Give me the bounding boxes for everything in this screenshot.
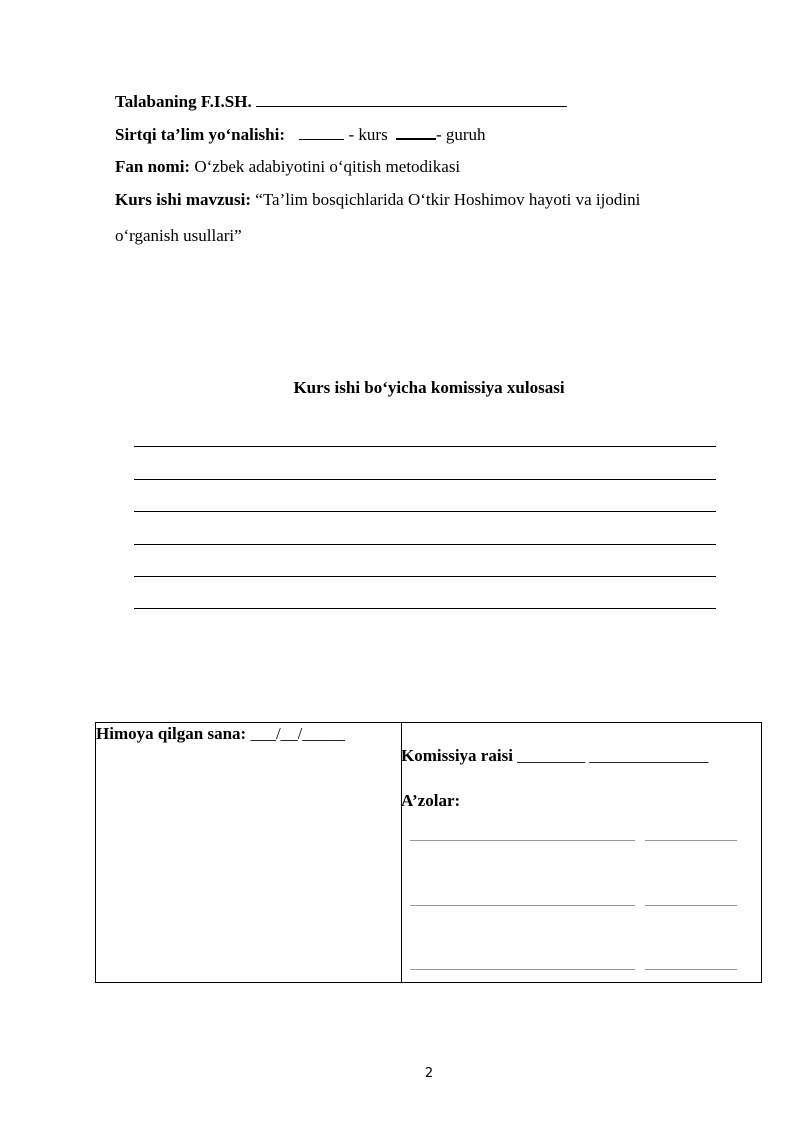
defense-date-label: Himoya qilgan sana: — [96, 724, 247, 743]
conclusion-line[interactable] — [134, 446, 716, 447]
member-name-line[interactable] — [410, 840, 635, 841]
subject-value: O‘zbek adabiyotini o‘qitish metodikasi — [194, 157, 461, 176]
group-blank[interactable] — [396, 138, 436, 140]
defense-table — [95, 722, 762, 983]
topic-label: Kurs ishi mavzusi: — [115, 190, 252, 209]
conclusion-line[interactable] — [134, 608, 716, 609]
topic-line — [115, 190, 640, 210]
members-label: A’zolar: — [401, 791, 461, 810]
commission-chair — [401, 746, 708, 766]
conclusion-line[interactable] — [134, 511, 716, 512]
conclusion-title: Kurs ishi bo‘yicha komissiya xulosasi — [293, 378, 565, 397]
group-text: - guruh — [435, 125, 486, 144]
chair-label: Komissiya raisi — [401, 746, 513, 765]
student-name-label: Talabaning F.I.SH. — [115, 92, 252, 111]
course-text: - kurs — [348, 125, 388, 144]
course-blank[interactable] — [299, 139, 344, 140]
member-signature-line[interactable] — [645, 969, 737, 970]
defense-date-blank[interactable]: ___/__/_____ — [250, 724, 345, 743]
chair-blank[interactable]: ________ ______________ — [517, 746, 709, 765]
topic-value-line2: o‘rganish usullari” — [115, 226, 242, 245]
conclusion-line[interactable] — [134, 544, 716, 545]
student-name-blank[interactable] — [256, 106, 567, 107]
student-name-line — [115, 92, 567, 112]
direction-label: Sirtqi ta’lim yo‘nalishi: — [115, 125, 286, 144]
page-number: 2 — [424, 1066, 434, 1081]
member-name-line[interactable] — [410, 905, 635, 906]
subject-label: Fan nomi: — [115, 157, 191, 176]
member-signature-line[interactable] — [645, 905, 737, 906]
member-signature-line[interactable] — [645, 840, 737, 841]
direction-line — [115, 125, 486, 145]
conclusion-line[interactable] — [134, 576, 716, 577]
subject-line — [115, 157, 460, 177]
topic-line-2 — [115, 226, 242, 246]
member-name-line[interactable] — [410, 969, 635, 970]
topic-value-line1: “Ta’lim bosqichlarida O‘tkir Hoshimov hayoti va ijodini — [255, 190, 641, 209]
defense-date — [96, 724, 345, 744]
conclusion-line[interactable] — [134, 479, 716, 480]
